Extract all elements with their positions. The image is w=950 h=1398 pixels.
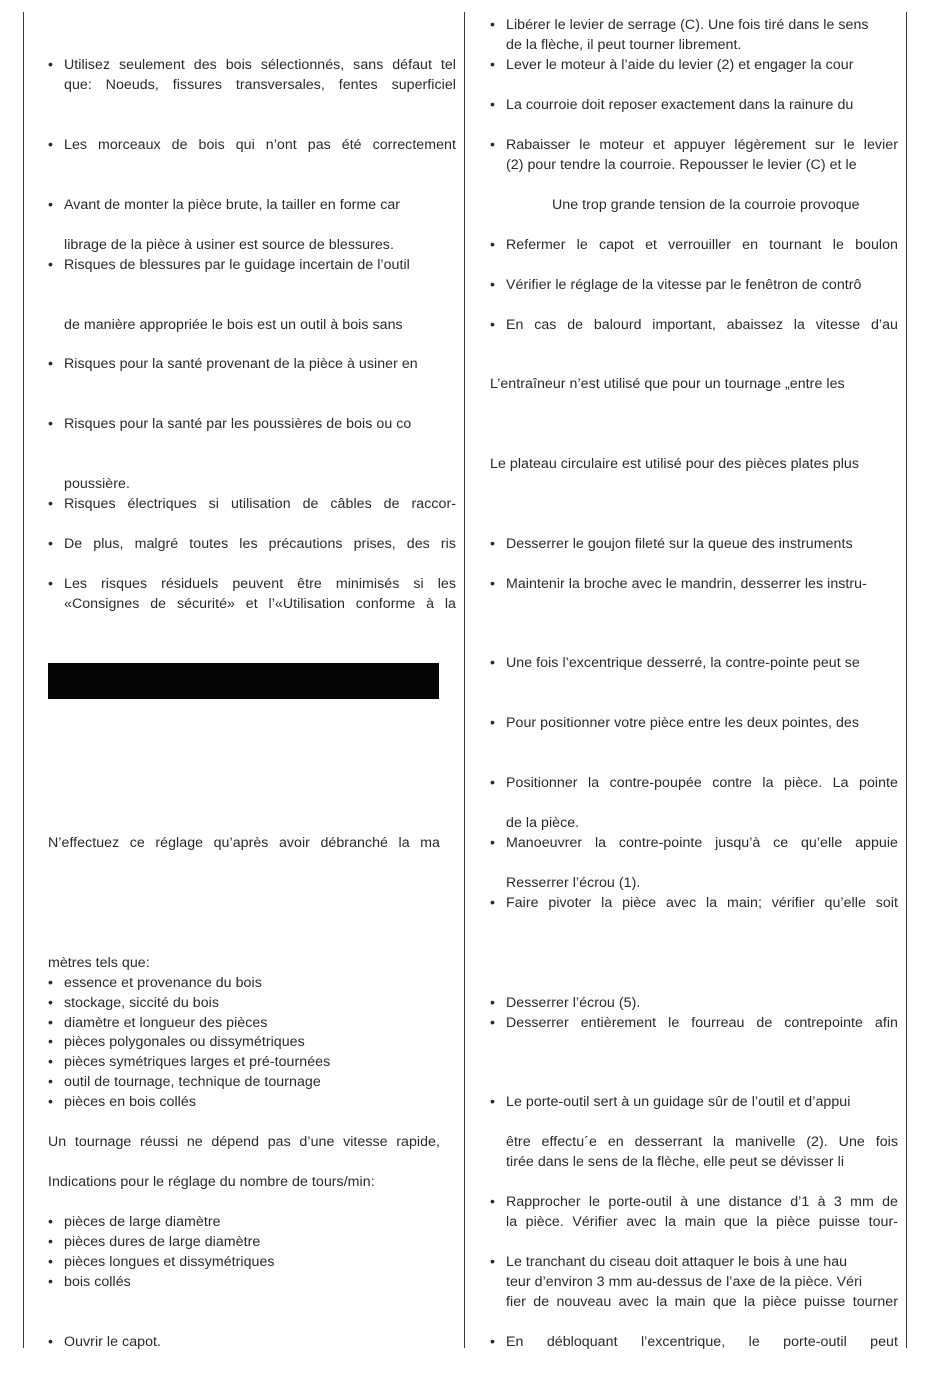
list-item: • La courroie doit reposer exactement dans la rainure du: [490, 95, 898, 115]
list-item-continuation: poussière.: [64, 476, 130, 492]
list-item-continuation: «Consignes de sécurité» et l’«Utilisation conforme à la: [64, 596, 456, 612]
list-item: • Maintenir la broche avec le mandrin, desserrer les instru-: [490, 574, 898, 594]
list-item: • pièces polygonales ou dissymétriques: [48, 1032, 456, 1052]
list-item: • Les morceaux de bois qui n’ont pas été correctement: [48, 135, 456, 155]
paragraph-line: Un tournage réussi ne dépend pas d’une vitesse rapide,: [48, 1134, 440, 1150]
list-item-continuation: librage de la pièce à usiner est source de blessures.: [64, 237, 394, 253]
paragraph-line: Indications pour le réglage du nombre de tours/min:: [48, 1174, 375, 1190]
list-item: • Faire pivoter la pièce avec la main; vérifier qu’elle soit: [490, 893, 898, 913]
list-item: • stockage, siccité du bois: [48, 993, 456, 1013]
list-item-continuation: tirée dans le sens de la flèche, elle peut se dévisser li: [506, 1154, 845, 1170]
list-item-continuation: la pièce. Vérifier avec la main que la pièce puisse tour-: [506, 1214, 898, 1230]
list-item: • Une fois l’excentrique desserré, la contre-pointe peut se: [490, 653, 898, 673]
list-item: • Desserrer entièrement le fourreau de contrepointe afin: [490, 1013, 898, 1033]
paragraph-line: Une trop grande tension de la courroie provoque: [552, 197, 860, 213]
list-item-continuation: de manière appropriée le bois est un outil à bois sans: [64, 317, 403, 333]
list-item: • pièces dures de large diamètre: [48, 1232, 456, 1252]
list-item: • Vérifier le réglage de la vitesse par le fenêtron de contrô: [490, 275, 898, 295]
list-item-continuation: (2) pour tendre la courroie. Repousser le levier (C) et le: [506, 157, 857, 173]
list-item-continuation: de la pièce.: [506, 815, 580, 831]
list-item: • Avant de monter la pièce brute, la tailler en forme car: [48, 195, 456, 215]
list-item: • Le tranchant du ciseau doit attaquer le bois à une hau: [490, 1252, 898, 1272]
list-item: • Desserrer le goujon fileté sur la queue des instruments: [490, 534, 898, 554]
list-item: • Risques électriques si utilisation de câbles de raccor-: [48, 494, 456, 514]
list-item: • essence et provenance du bois: [48, 973, 456, 993]
list-item: • outil de tournage, technique de tournage: [48, 1072, 456, 1092]
paragraph-line: Le plateau circulaire est utilisé pour des pièces plates plus: [490, 456, 859, 472]
paragraph-line: L’entraîneur n’est utilisé que pour un tournage „entre les: [490, 376, 845, 392]
list-item-continuation: Resserrer l’écrou (1).: [506, 875, 641, 891]
list-item-continuation: fier de nouveau avec la main que la pièce puisse tourner: [506, 1294, 898, 1310]
list-item-continuation: teur d’environ 3 mm au-dessus de l’axe de la pièce. Véri: [506, 1274, 863, 1290]
list-item: • Risques pour la santé par les poussières de bois ou co: [48, 414, 456, 434]
list-item: • Manoeuvrer la contre-pointe jusqu’à ce qu’elle appuie: [490, 833, 898, 853]
paragraph-line: N’effectuez ce réglage qu’après avoir débranché la ma: [48, 835, 440, 851]
list-item: • De plus, malgré toutes les précautions prises, des ris: [48, 534, 456, 554]
list-item: • Rabaisser le moteur et appuyer légèrement sur le levier: [490, 135, 898, 155]
list-item: • Pour positionner votre pièce entre les deux pointes, des: [490, 713, 898, 733]
left-margin-rule: [23, 12, 24, 1348]
list-item: • diamètre et longueur des pièces: [48, 1013, 456, 1033]
list-item-continuation: que: Noeuds, fissures transversales, fentes superficiel: [64, 77, 456, 93]
list-item-continuation: être effectu´e en desserrant la manivelle (2). Une fois: [506, 1134, 898, 1150]
list-item: • Rapprocher le porte-outil à une distance d’1 à 3 mm de: [490, 1192, 898, 1212]
column-divider-rule: [464, 12, 465, 1348]
paragraph-line: mètres tels que:: [48, 955, 150, 971]
list-item: • Lever le moteur à l’aide du levier (2) et engager la cour: [490, 55, 898, 75]
list-item: • Desserrer l’écrou (5).: [490, 993, 898, 1013]
list-item: • Positionner la contre-poupée contre la pièce. La pointe: [490, 773, 898, 793]
list-item: • Ouvrir le capot.: [48, 1332, 456, 1352]
list-item: • Libérer le levier de serrage (C). Une fois tiré dans le sens: [490, 15, 898, 35]
list-item: • En débloquant l’excentrique, le porte-outil peut: [490, 1332, 898, 1352]
list-item: • pièces symétriques larges et pré-tournées: [48, 1052, 456, 1072]
list-item: • pièces en bois collés: [48, 1092, 456, 1112]
list-item: • En cas de balourd important, abaissez la vitesse d’au: [490, 315, 898, 335]
list-item: • Le porte-outil sert à un guidage sûr de l’outil et d’appui: [490, 1092, 898, 1112]
list-item-continuation: de la flèche, il peut tourner librement.: [506, 37, 742, 53]
list-item: • Risques de blessures par le guidage incertain de l’outil: [48, 255, 456, 275]
list-item: • pièces longues et dissymétriques: [48, 1252, 456, 1272]
list-item: • Risques pour la santé provenant de la pièce à usiner en: [48, 354, 456, 374]
list-item: • bois collés: [48, 1272, 456, 1292]
section-heading-bar: [48, 663, 439, 699]
list-item: • Refermer le capot et verrouiller en tournant le boulon: [490, 235, 898, 255]
list-item: • Les risques résiduels peuvent être minimisés si les: [48, 574, 456, 594]
list-item: • Utilisez seulement des bois sélectionnés, sans défaut tel: [48, 55, 456, 75]
list-item: • pièces de large diamètre: [48, 1212, 456, 1232]
